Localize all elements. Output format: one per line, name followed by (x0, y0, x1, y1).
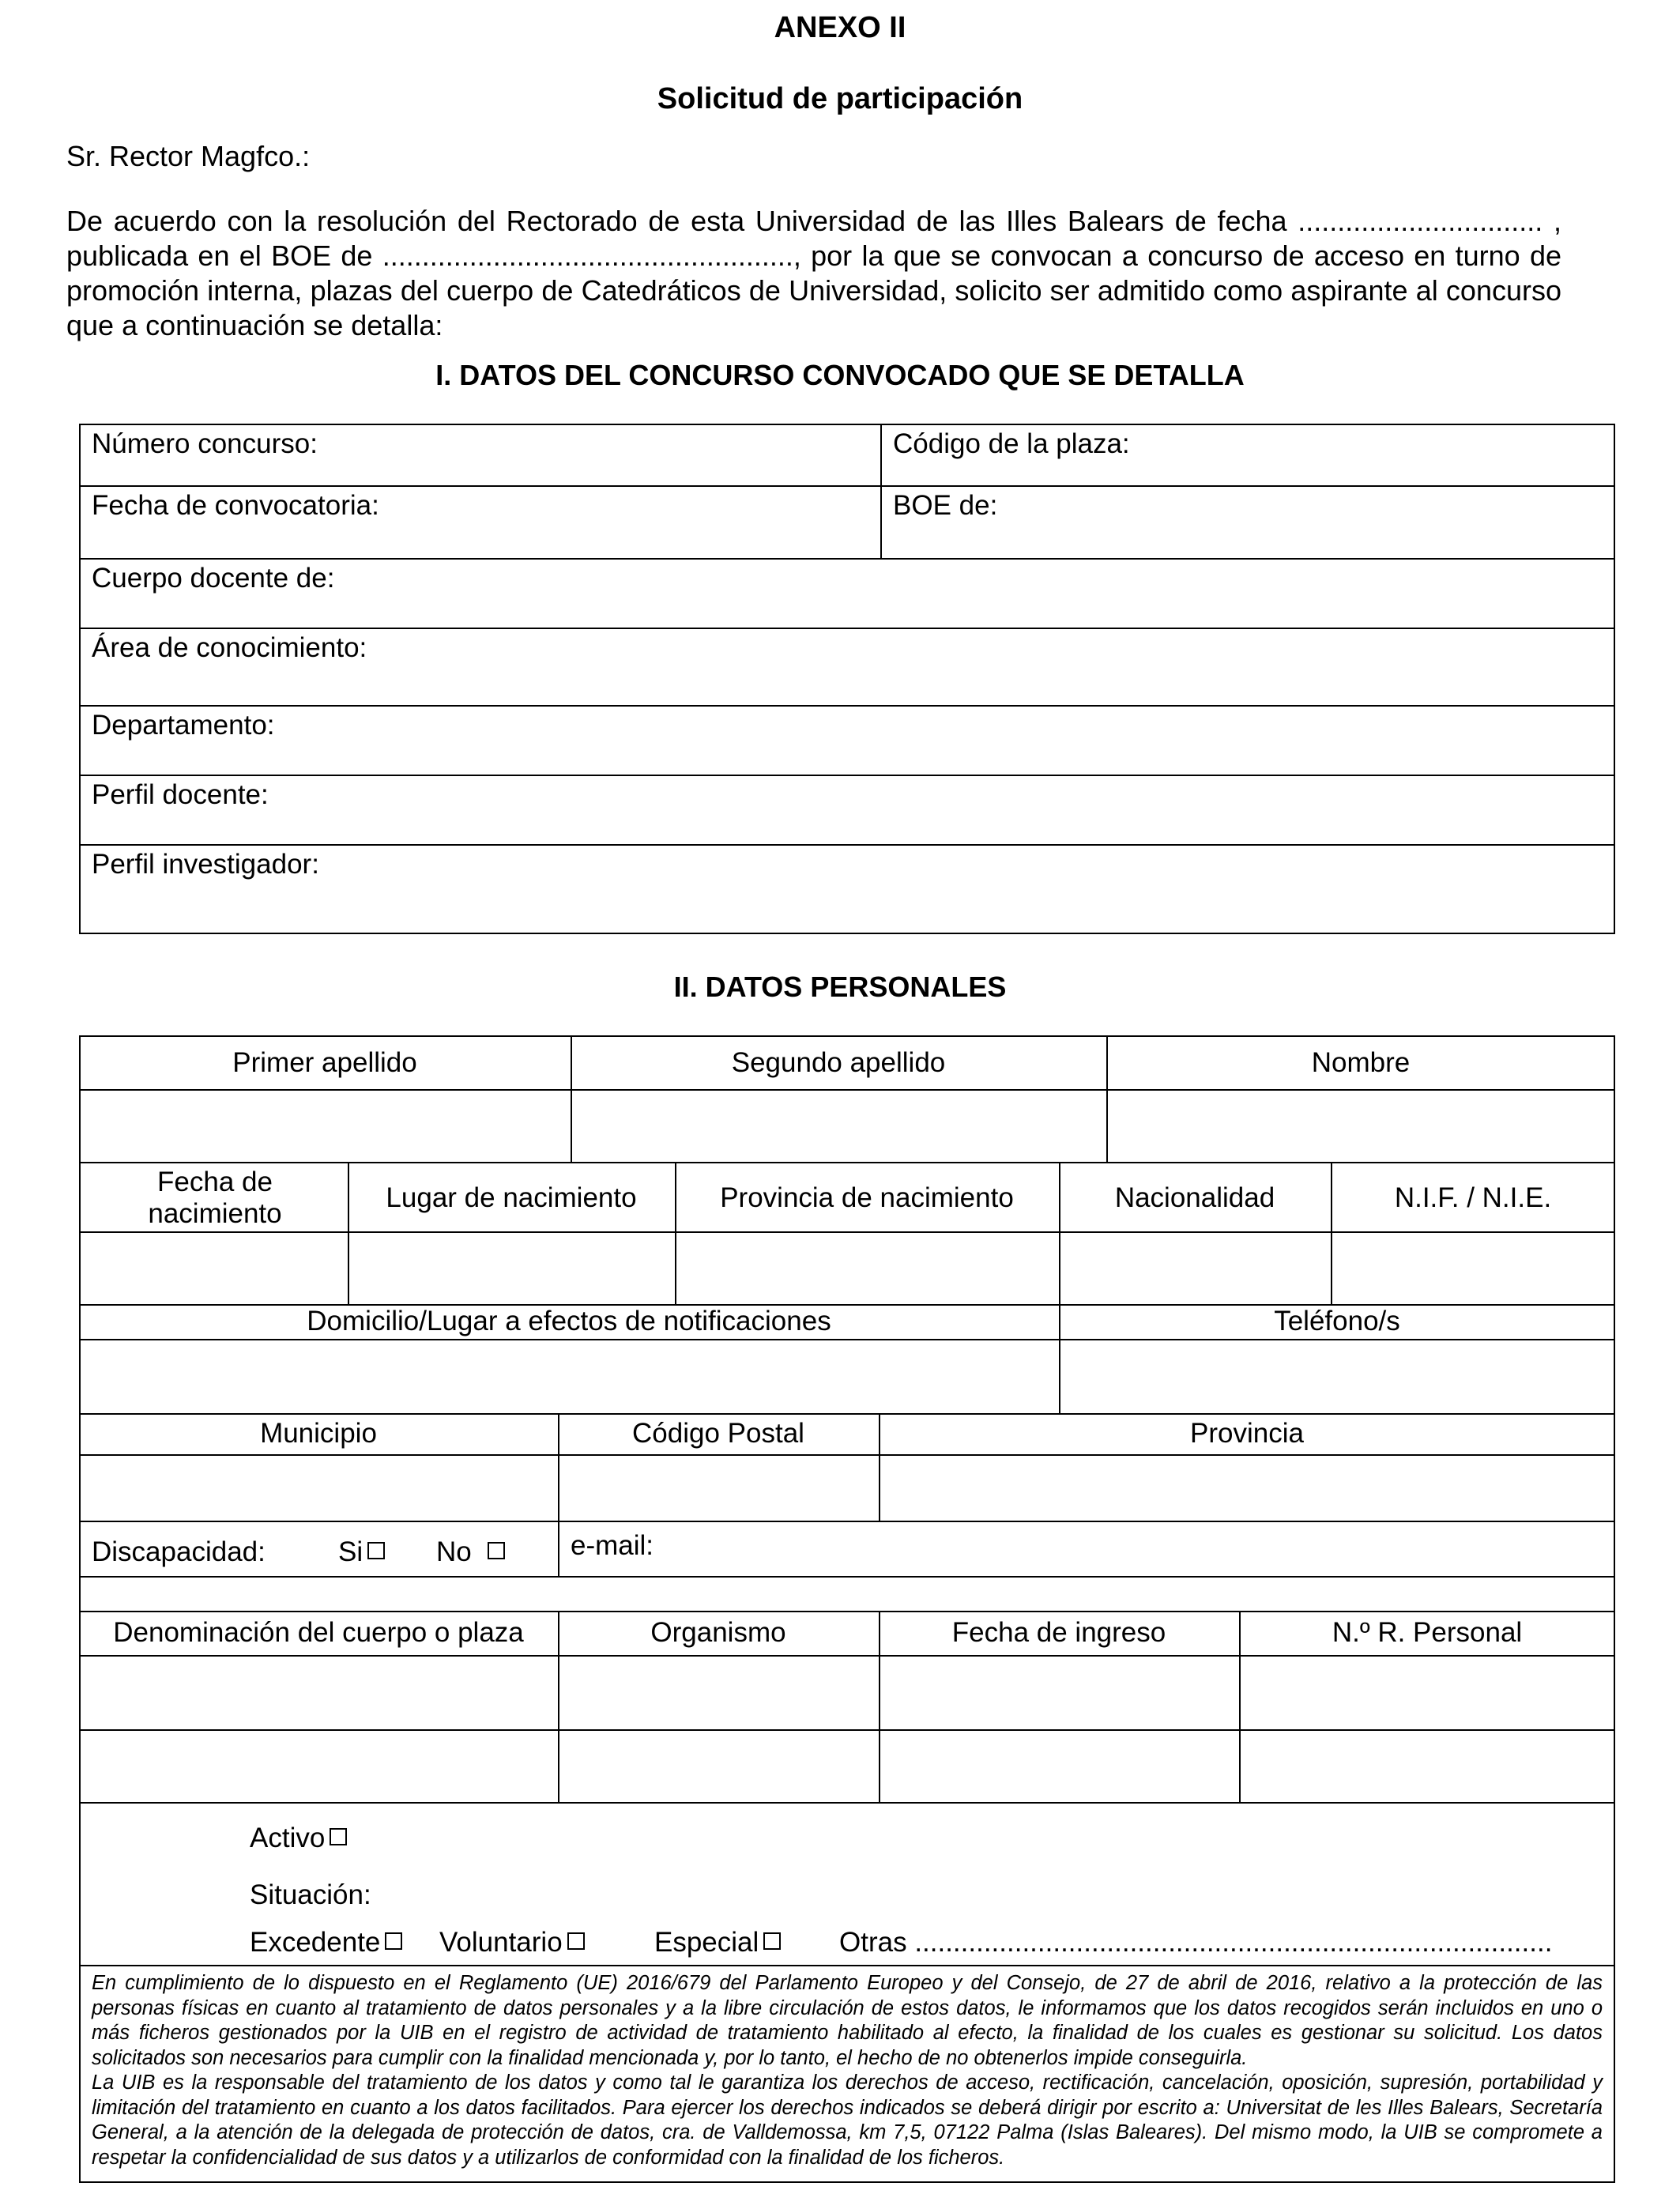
department-field[interactable]: Departamento: (92, 710, 275, 741)
other-dots: ................................................................................... (914, 1927, 1553, 1958)
nationality-header: Nacionalidad (1114, 1182, 1275, 1213)
disability-no-checkbox[interactable] (488, 1542, 505, 1559)
personnel-number-input[interactable] (1241, 1657, 1614, 1802)
surplus-option[interactable] (250, 1927, 402, 1958)
privacy-notice (92, 1971, 1603, 2170)
teaching-body-field[interactable]: Cuerpo docente de: (92, 563, 335, 594)
first-surname-header: Primer apellido (232, 1047, 417, 1078)
active-label: Activo (250, 1823, 326, 1853)
personnel-number-header: N.º R. Personal (1332, 1617, 1523, 1648)
postal-code-input[interactable] (559, 1456, 879, 1521)
disability-label: Discapacidad: (92, 1536, 266, 1567)
municipality-input[interactable] (81, 1456, 558, 1521)
contest-number-field[interactable]: Número concurso: (92, 428, 318, 459)
name-header: Nombre (1311, 1047, 1411, 1078)
phone-input[interactable] (1060, 1340, 1614, 1413)
birth-date-header: Fecha de nacimiento (148, 1167, 282, 1229)
organism-header: Organismo (650, 1617, 786, 1648)
province-input[interactable] (880, 1456, 1614, 1521)
municipality-header: Municipio (260, 1418, 377, 1449)
second-surname-header: Segundo apellido (731, 1047, 946, 1078)
annex-title: ANEXO II (774, 11, 906, 44)
intro-paragraph: De acuerdo con la resolución del Rectorado de esta Universidad de las Illes Balears de fecha ............................... , publicada en el BOE de ...................................................., por la que se convocan a concurso de acceso en turno de promoción interna, plazas del cuerpo de Catedráticos de Universidad, solicito ser admitido como aspirante al concurso que a continuación se detalla: (66, 205, 1561, 341)
privacy-paragraph-2: La UIB es la responsable del tratamiento de los datos y como tal le garantiza los derechos de acceso, rectificación, cancelación, oposición, supresión, portabilidad y limitación del tratamiento en cuanto a los datos facilitados. Para ejercer los derechos indicados se deberá dirigir por escrito a: Universitat de les Illes Balears, Secretaría General, a la atención de la delegada de protección de datos, cra. de Valldemossa, km 7,5, 07122 Palma (Islas Baleares). Del mismo modo, la UIB se compromete a respetar la confidencialidad de sus datos y a utilizarlos de conformidad con la finalidad de los ficheros. (92, 2071, 1603, 2169)
entry-date-header: Fecha de ingreso (951, 1617, 1166, 1648)
disability-yes[interactable] (338, 1536, 385, 1568)
research-profile-field[interactable]: Perfil investigador: (92, 849, 319, 880)
voluntary-option[interactable] (439, 1927, 585, 1958)
nif-input[interactable] (1332, 1233, 1614, 1304)
section2-heading: II. DATOS PERSONALES (673, 971, 1007, 1003)
boe-field[interactable]: BOE de: (893, 490, 998, 521)
disability-no[interactable] (436, 1536, 505, 1568)
disability-yes-label: Si (338, 1536, 363, 1567)
active-option[interactable] (250, 1823, 347, 1854)
disability-yes-checkbox[interactable] (367, 1542, 385, 1559)
salutation: Sr. Rector Magfco.: (66, 140, 311, 172)
organism-input[interactable] (559, 1657, 879, 1802)
knowledge-area-field[interactable]: Área de conocimiento: (92, 632, 367, 663)
second-surname-input[interactable] (572, 1091, 1106, 1162)
surplus-checkbox[interactable] (385, 1932, 402, 1950)
voluntary-checkbox[interactable] (567, 1932, 585, 1950)
birth-place-header: Lugar de nacimiento (386, 1182, 637, 1213)
teaching-profile-field[interactable]: Perfil docente: (92, 779, 269, 810)
birth-province-header: Provincia de nacimiento (720, 1182, 1014, 1213)
special-option[interactable] (654, 1927, 781, 1958)
birth-place-input[interactable] (349, 1233, 675, 1304)
birth-date-input[interactable] (81, 1233, 348, 1304)
email-field[interactable]: e-mail: (571, 1530, 654, 1561)
address-header: Domicilio/Lugar a efectos de notificaciones (307, 1306, 831, 1336)
province-header: Provincia (1190, 1418, 1304, 1449)
nif-header: N.I.F. / N.I.E. (1394, 1182, 1552, 1213)
name-input[interactable] (1108, 1091, 1614, 1162)
section1-heading: I. DATOS DEL CONCURSO CONVOCADO QUE SE DETALLA (435, 359, 1245, 391)
other-option[interactable] (839, 1927, 1552, 1958)
active-checkbox[interactable] (330, 1828, 347, 1845)
call-date-field[interactable]: Fecha de convocatoria: (92, 490, 379, 521)
disability-no-label: No (436, 1536, 472, 1567)
body-name-header: Denominación del cuerpo o plaza (113, 1617, 524, 1648)
first-surname-input[interactable] (81, 1091, 571, 1162)
body-name-input[interactable] (81, 1657, 558, 1802)
form-title: Solicitud de participación (657, 82, 1023, 115)
address-input[interactable] (81, 1340, 1059, 1413)
special-label: Especial (654, 1927, 759, 1958)
voluntary-label: Voluntario (439, 1927, 563, 1958)
postal-code-header: Código Postal (632, 1418, 804, 1449)
situation-label: Situación: (250, 1879, 371, 1910)
privacy-paragraph-1: En cumplimiento de lo dispuesto en el Reglamento (UE) 2016/679 del Parlamento Europeo y del Consejo, de 27 de abril de 2016, relativo a la protección de las personas físicas en cuanto al tratamiento de datos personales y a la libre circulación de estos datos, le informamos que los datos recogidos serán incluidos en uno o más ficheros gestionados por la UIB en el registro de actividad de tratamiento habilitado al efecto, la finalidad de los cuales es gestionar su solicitud. Los datos solicitados son necesarios para cumplir con la finalidad mencionada y, por lo tanto, el hecho de no obtenerlos impide conseguirla. (92, 1972, 1603, 2069)
other-label: Otras (839, 1927, 907, 1958)
entry-date-input[interactable] (880, 1657, 1239, 1802)
phone-header: Teléfono/s (1274, 1306, 1400, 1336)
special-checkbox[interactable] (763, 1932, 781, 1950)
surplus-label: Excedente (250, 1927, 381, 1958)
birth-province-input[interactable] (676, 1233, 1059, 1304)
nationality-input[interactable] (1060, 1233, 1331, 1304)
position-code-field[interactable]: Código de la plaza: (893, 428, 1130, 459)
